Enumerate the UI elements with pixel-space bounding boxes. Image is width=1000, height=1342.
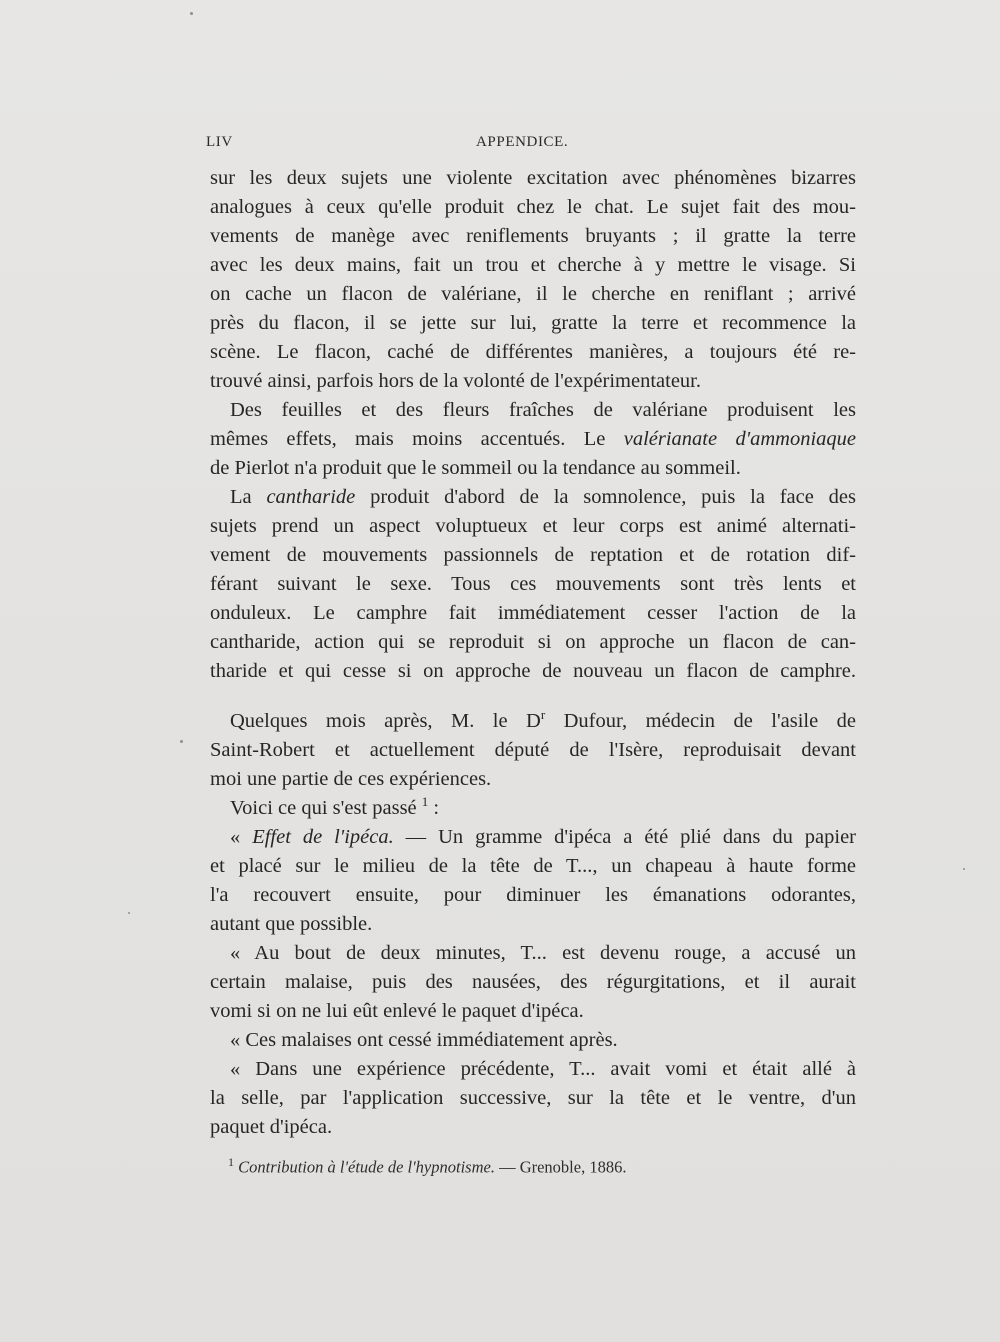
footnote-ref: 1 — [421, 794, 429, 810]
text-run: produit d'abord de la somnolence, puis la face des — [355, 486, 856, 508]
text-line: trouvé ainsi, parfois hors de la volonté de l'expérimentateur. — [210, 370, 701, 392]
text-run: — Un gramme d'ipéca a été plié dans du papier — [393, 826, 857, 848]
section-gap — [210, 686, 856, 707]
italic-term: cantharide — [266, 486, 356, 508]
text-line: vements de manège avec reniflements bruyants ; il gratte la terre — [210, 225, 856, 247]
text-run: mêmes effets, mais moins accentués. Le — [210, 428, 624, 450]
scan-speck — [180, 740, 183, 743]
text-line: tharide et qui cesse si on approche de nouveau un flacon de camphre. — [210, 660, 856, 682]
text-line: certain malaise, puis des nausées, des régurgitations, et il aurait — [210, 971, 856, 993]
text-line: l'a recouvert ensuite, pour diminuer les émanations odorantes, — [210, 884, 856, 906]
text-line: vement de mouvements passionnels de reptation et de rotation dif- — [210, 544, 856, 566]
text-line: sujets prend un aspect voluptueux et leur corps est animé alternati- — [210, 515, 856, 537]
text-run: : — [428, 797, 440, 819]
text-run: Dufour, médecin de l'asile de — [545, 710, 857, 732]
text-line: la selle, par l'application successive, sur la tête et le ventre, d'un — [210, 1087, 856, 1109]
text-run: Voici ce qui s'est passé — [230, 797, 422, 819]
text-line: près du flacon, il se jette sur lui, gratte la terre et recommence la — [210, 312, 856, 334]
text-line: « Ces malaises ont cessé immédiatement après. — [230, 1029, 618, 1051]
text-line — [210, 483, 856, 512]
italic-term: valérianate d'ammoniaque — [623, 428, 856, 450]
text-line: de Pierlot n'a produit que le sommeil ou la tendance au sommeil. — [210, 457, 741, 479]
text-line — [210, 707, 856, 736]
running-head: APPENDICE. — [476, 134, 569, 150]
text-line: analogues à ceux qu'elle produit chez le chat. Le sujet fait des mou- — [210, 196, 856, 218]
text-line: on cache un flacon de valériane, il le cherche en reniflant ; arrivé — [210, 283, 856, 305]
footnote — [228, 1155, 626, 1178]
text-line: onduleux. Le camphre fait immédiatement cesser l'action de la — [210, 602, 856, 624]
footnote-source: — Grenoble, 1886. — [494, 1157, 627, 1177]
text-run: Quelques mois après, M. le D — [230, 710, 541, 732]
text-line: sur les deux sujets une violente excitation avec phénomènes bizarres — [210, 167, 856, 189]
text-line: Saint-Robert et actuellement député de l'Isère, reproduisait devant — [210, 739, 856, 761]
text-line: cantharide, action qui se reproduit si on approche un flacon de can- — [210, 631, 856, 653]
text-line: « Au bout de deux minutes, T... est devenu rouge, a accusé un — [230, 942, 856, 964]
footnote-title: Contribution à l'étude de l'hypnotisme. — [238, 1157, 495, 1177]
scan-speck — [963, 868, 965, 870]
text-line: moi une partie de ces expériences. — [210, 768, 492, 790]
page-header — [206, 134, 858, 156]
page-number: LIV — [206, 134, 233, 150]
text-line: férant suivant le sexe. Tous ces mouvements sont très lents et — [210, 573, 856, 595]
text-line: scène. Le flacon, caché de différentes manières, a toujours été re- — [210, 341, 856, 363]
text-line: et placé sur le milieu de la tête de T..., un chapeau à haute forme — [210, 855, 856, 877]
text-line: vomi si on ne lui eût enlevé le paquet d'ipéca. — [210, 1000, 584, 1022]
text-line: paquet d'ipéca. — [210, 1116, 333, 1138]
body-text — [210, 164, 856, 1142]
footnote-marker: 1 — [228, 1155, 234, 1169]
text-line — [210, 823, 856, 852]
text-line — [210, 425, 856, 454]
text-line: avec les deux mains, fait un trou et cherche à y mettre le visage. Si — [210, 254, 856, 276]
text-line — [210, 794, 856, 823]
text-line: autant que possible. — [210, 913, 373, 935]
italic-term: Effet de l'ipéca. — [252, 826, 394, 848]
text-run: La — [230, 486, 267, 508]
scan-speck — [128, 912, 130, 914]
text-line: Des feuilles et des fleurs fraîches de valériane produisent les — [230, 399, 856, 421]
superscript: r — [540, 707, 546, 723]
text-run: « — [230, 826, 253, 848]
text-line: « Dans une expérience précédente, T... avait vomi et était allé à — [230, 1058, 856, 1080]
scan-speck — [190, 12, 193, 15]
